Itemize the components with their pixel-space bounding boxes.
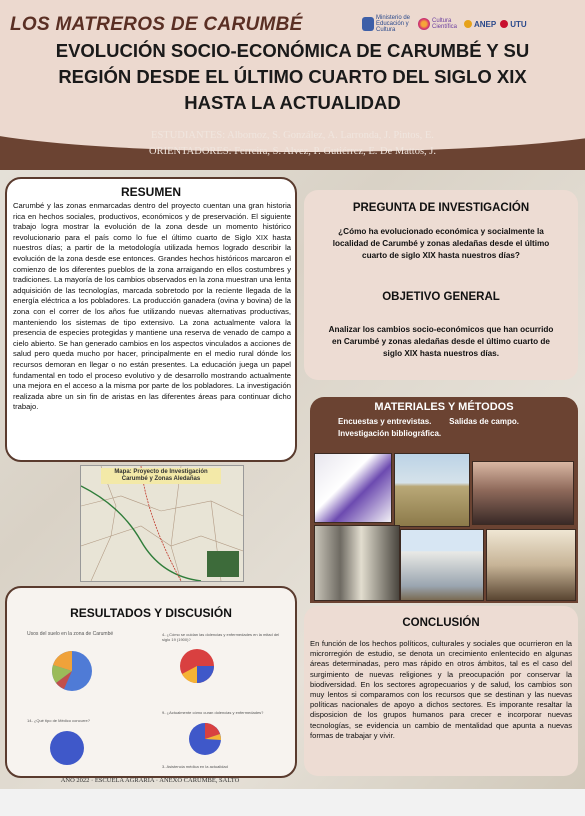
resultados-card [5,586,297,778]
sponsor-logos [362,14,576,34]
materiales-list: Encuestas y entrevistas. Salidas de campo. Investigación bibliográfica. [338,417,519,438]
chart-4-title: 9- ¿Actualmente cómo curan dolencias y enfermedades? [162,710,264,715]
conclusion-card [304,606,578,776]
chart-3-title: 14- ¿Qué tipo de Médico concurre? [27,718,90,723]
pregunta-card [304,190,578,380]
materiales-card [310,397,578,445]
objetivo-heading: OBJETIVO GENERAL [382,291,500,303]
conclusion-text: En función de los hechos políticos, culturales y sociales que ocurrieron en la microrregión de estudio, se denota un crecimiento enlentecido en algunas áreas determinadas, pero mas rápido en otros ámbitos, tal es el caso del surgimiento de nuevas religiones y la preocupación por conservar la biodiversidad. En los sectores agropecuarios y de salud, los cambios son muy lentos si comparamos con los recursos que se destinan y las nuevas políticas nacionales de apoyo a dichos sectores. Es imporante resaltar la disposicion de los grupos humanos para crecer e incorporar nuevas tecnologías, se evidencia un cambio de mentalidad que apunta a nuevas formas de trabajar y vivir. [310,639,572,740]
materiales-heading: MATERIALES Y MÉTODOS [374,401,514,413]
pregunta-heading: PREGUNTA DE INVESTIGACIÓN [352,202,530,214]
culture-logo: Cultura Científica [418,18,460,30]
pie-chart-past-care [175,646,225,686]
title-line-3: HASTA LA ACTUALIDAD [184,92,401,113]
culture-swirl-icon [418,18,430,30]
title-line-1: EVOLUCIÓN SOCIO-ECONÓMICA DE CARUMBÉ Y SU [55,40,530,61]
anep-star-icon [464,20,472,28]
poster-title [30,38,555,116]
students-line: ESTUDIANTES: Albornoz, S. González, A. Larronda, J. Pintos, E. [151,130,434,141]
resumen-card [5,177,297,462]
photo-interview [472,461,574,525]
resumen-text: Carumbé y las zonas enmarcadas dentro del proyecto cuentan una gran historia rica en hechos sociales, productivos, económicos y de preservación. El siguiente trabajo logra mostrar la evolución de la zona desde un momento histórico revolucionario para el país como lo fue el último cuarto de Siglo XIX hasta nuestros días; a partir de la metodología utilizada hemos logrado describir la evolución de la zona desde ese entonces. Grandes hechos históricos marcaron el comienzo de los diferentes pueblos de la zona arraigando en ellos costumbres y tradiciones. La mayoría de los cambios observados en la zona muestran una lenta adquisición de las tecnologías, marcada sobretodo por la reciente llegada de la energía eléctrica a los pobladores. La producción ganadera (ovina y bovina) de la zona con el correr de los años fue utilizando nuevas alternativas productivas, manteniendo los sistemas de tipo extensivo. La zona actualmente valora la presencia de especies protegidas y mantiene una reserva de venado de campo a cielo abierto. Se han generado cambios en los aspectos vinculados a acciones de salud pero queda mucho por hacer, principalmente en el medio rural dónde los recursos demoran en llegar o no están presentes. La educación juega un papel fundamental en todo el proceso evolutivo y de desarrollo mostrando actualmente una mejora en el acceso a la misma por parte de los pobladores. La investigación realizada abre un sin fin de aristas en las diferentes áreas para continuar dicho trabajo. [13,201,291,412]
resumen-heading: RESUMEN [120,185,181,199]
uruguay-shield-icon [362,17,374,31]
pie-chart-doctor-type [47,728,92,768]
chart-2-title: 4- ¿Cómo se cuidan las dolencias y enfermedades en la mitad del siglo 19 (1900)? [162,632,280,642]
objetivo-text: Analizar los cambios socio-económicos que han ocurrido en Carumbé y zonas aledañas desde el último cuarto de siglo XIX hasta nuestros días. [328,325,554,358]
credits [0,128,585,160]
photo-building [400,529,484,601]
study-area-map [80,465,244,582]
anep-logo: ANEP [464,20,496,29]
photo-books [314,453,392,523]
utu-logo: UTU [500,20,526,29]
conclusion-heading: CONCLUSIÓN [402,617,480,629]
bottom-strip [0,789,585,816]
photo-archive [314,525,400,601]
photo-elder [486,529,576,601]
chart-1-title: Usos del suelo en la zona de Carumbé [27,631,114,637]
chart-5-title: 3- Asistencia médica en la actualidad [162,764,228,769]
utu-circle-icon [500,20,508,28]
pregunta-text: ¿Cómo ha evolucionado económica y socialmente la localidad de Carumbé y zonas aledañas desde el último cuarto de siglo XIX hasta nuestros días? [332,227,550,260]
map-title: Mapa: Proyecto de Investigación Carumbé y Zonas Aledañas [101,468,221,484]
field-photos [310,445,578,603]
ministry-logo: Ministerio de Educación y Cultura [362,15,414,33]
footer-text: AÑO 2022 · ESCUELA AGRARIA · ANEXO CARUMBÉ, SALTO [60,777,240,784]
pie-chart-current-care [185,720,230,758]
advisors-line: ORIENTADORES: Ferreira, S. Alvez, P. Gutiérrez, E. De Mattos, J. [149,146,436,157]
title-line-2: REGIÓN DESDE EL ÚLTIMO CUARTO DEL SIGLO XIX [58,66,527,87]
pie-chart-land-use [42,646,102,696]
photo-field [394,453,470,527]
resultados-heading: RESULTADOS Y DISCUSIÓN [70,606,232,620]
group-name: LOS MATREROS DE CARUMBÉ [10,14,303,35]
